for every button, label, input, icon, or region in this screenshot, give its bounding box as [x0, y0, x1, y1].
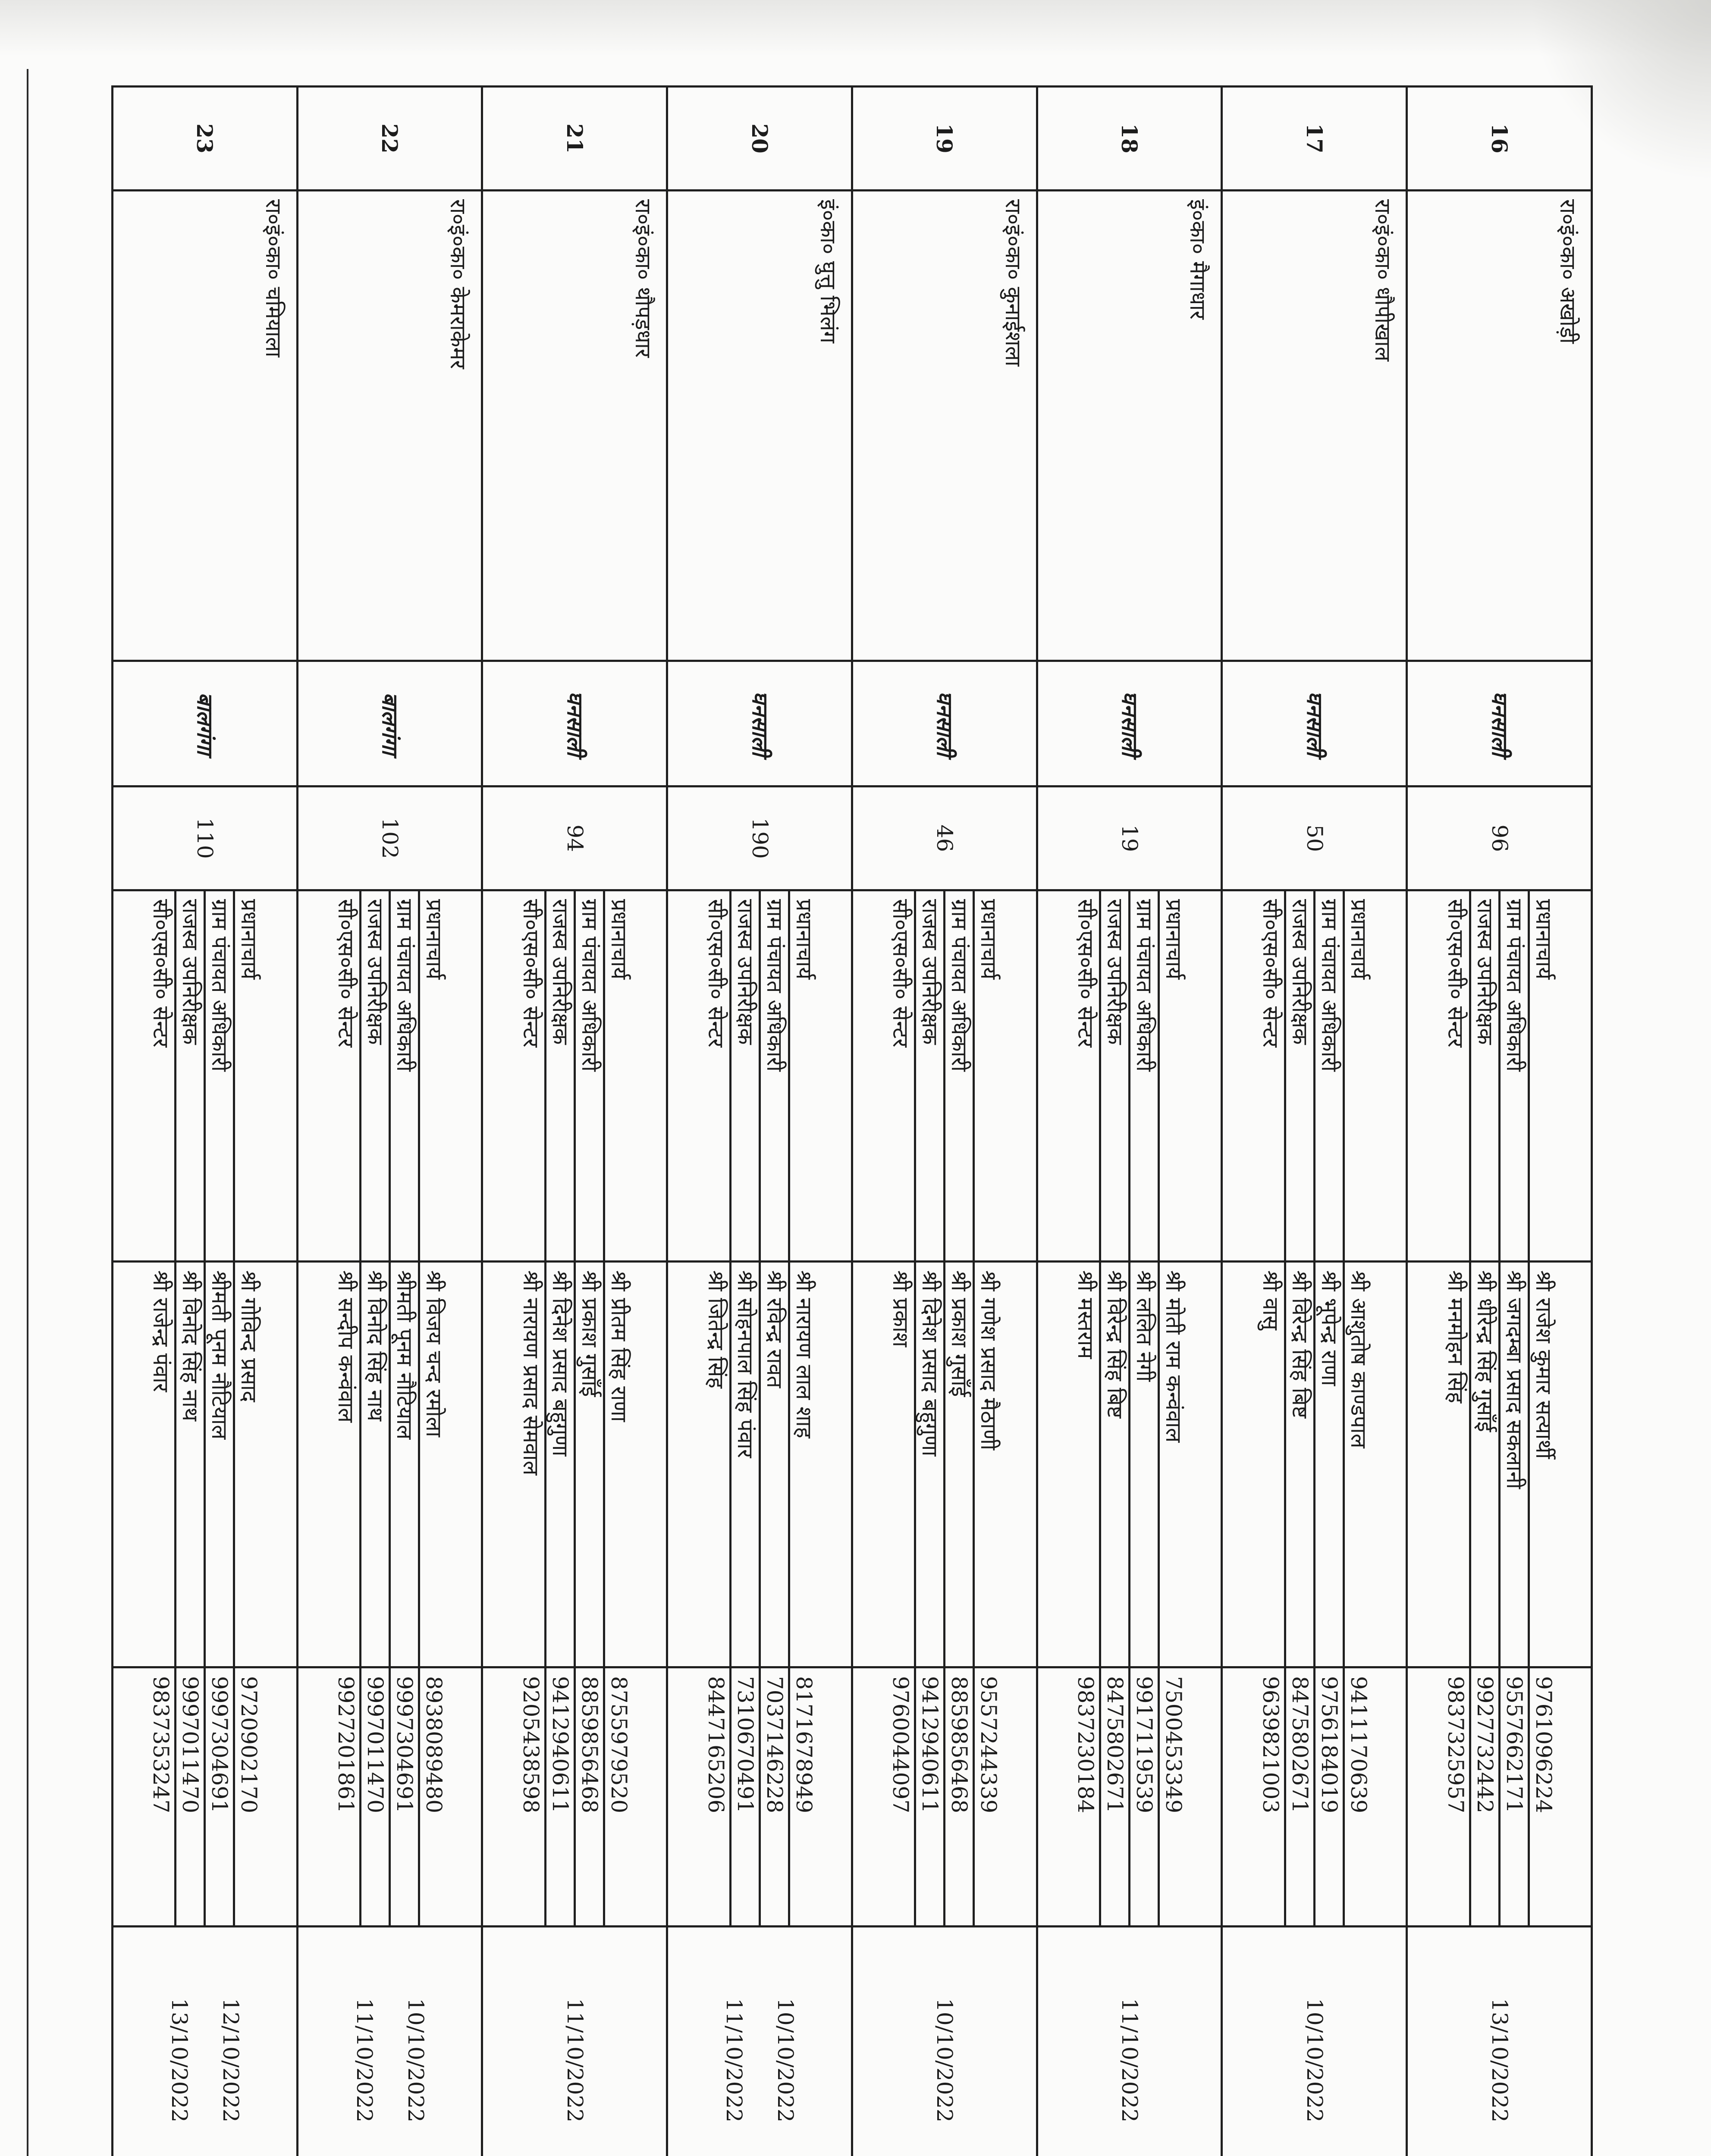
designation: प्रधानाचार्य [418, 891, 447, 1260]
designation: राजस्व उपनिरीक्षक [544, 891, 574, 1260]
designation: ग्राम पंचायत अधिकारी [943, 891, 973, 1260]
official-name: श्रीमती पूनम नौटियाल [389, 1263, 418, 1666]
designation: राजस्व उपनिरीक्षक [914, 891, 943, 1260]
designation-cell [1037, 890, 1222, 1262]
official-name-cell [852, 1262, 1037, 1667]
official-name-cell [1407, 1262, 1592, 1667]
block-name: घनसाली [667, 661, 852, 787]
block-name: घनसाली [1407, 661, 1592, 787]
official-name: श्री जितेन्द्र सिंह [703, 1270, 728, 1388]
phone-number: 8938089480 [418, 1668, 447, 1925]
designation-cell [297, 890, 482, 1262]
official-name: श्री वासु [1258, 1270, 1283, 1330]
official-name: श्री प्रीतम सिंह राणा [603, 1263, 632, 1666]
official-name: श्री मस्तराम [1073, 1270, 1099, 1359]
official-name: श्री दिनेश प्रसाद बहुगुणा [544, 1263, 574, 1666]
page-left-edge [27, 69, 28, 2156]
date: 11/10/2022 [482, 1927, 667, 2156]
phone-number: 9837353247 [148, 1676, 174, 1814]
designation: सी०एस०सी० सेन्टर [1258, 899, 1283, 1047]
student-count: 110 [113, 787, 298, 890]
block-name: घनसाली [1222, 661, 1407, 787]
serial-number: 21 [482, 87, 667, 191]
page-top-shadow [0, 0, 1711, 56]
designation: प्रधानाचार्य [973, 891, 1002, 1260]
official-name: श्री गोविन्द प्रसाद [233, 1263, 262, 1666]
phone-number: 9412940611 [544, 1668, 574, 1925]
rotated-table-sheet [113, 85, 1593, 2123]
table-row [852, 87, 1037, 2156]
student-count: 50 [1222, 787, 1407, 890]
designation: ग्राम पंचायत अधिकारी [204, 891, 233, 1260]
designation: प्रधानाचार्य [1343, 891, 1372, 1260]
phone-number: 9756184019 [1313, 1668, 1343, 1925]
phone-cell [1037, 1667, 1222, 1927]
official-name: श्री प्रकाश [888, 1270, 914, 1348]
official-name-cell [482, 1262, 667, 1667]
official-name: श्री सन्दीप कन्वंवाल [333, 1270, 359, 1423]
phone-number: 8447165206 [703, 1676, 728, 1814]
block-name: बालगंगा [113, 661, 298, 787]
phone-number: 7037146228 [759, 1668, 788, 1925]
designation: सी०एस०सी० सेन्टर [518, 899, 543, 1047]
official-name: श्री मोती राम कन्वंवाल [1158, 1263, 1187, 1666]
phone-cell [297, 1667, 482, 1927]
official-name: श्री दिनेश प्रसाद बहुगुणा [914, 1263, 943, 1666]
serial-number: 20 [667, 87, 852, 191]
designation: राजस्व उपनिरीक्षक [174, 891, 204, 1260]
official-name: श्री प्रकाश गुसाँई [574, 1263, 603, 1666]
phone-number: 9411170639 [1343, 1668, 1372, 1925]
phone-number: 7500453349 [1158, 1668, 1187, 1925]
student-count: 94 [482, 787, 667, 890]
official-name-cell [1037, 1262, 1222, 1667]
designation: ग्राम पंचायत अधिकारी [389, 891, 418, 1260]
serial-number: 17 [1222, 87, 1407, 191]
block-name: बालगंगा [297, 661, 482, 787]
designation: प्रधानाचार्य [788, 891, 817, 1260]
date: 11/10/2022 [1037, 1927, 1222, 2156]
designation: सी०एस०सी० सेन्टर [148, 899, 174, 1047]
official-name: श्री रविन्द्र रावत [759, 1263, 788, 1666]
official-name: श्री विजय चन्द रमोला [418, 1263, 447, 1666]
official-name: श्रीमती पूनम नौटियाल [204, 1263, 233, 1666]
designation: सी०एस०सी० सेन्टर [703, 899, 728, 1047]
phone-number: 8859856468 [943, 1668, 973, 1925]
date-cell [113, 1927, 298, 2156]
phone-number: 9205438598 [518, 1676, 543, 1814]
official-name: श्री राजेश कुमार सत्यार्थी [1528, 1263, 1557, 1666]
table-row [1222, 87, 1407, 2156]
school-schedule-table [111, 85, 1593, 2156]
phone-number: 8475802671 [1284, 1668, 1313, 1925]
phone-number: 9997304691 [204, 1668, 233, 1925]
student-count: 46 [852, 787, 1037, 890]
official-name: श्री धीरेन्द्र सिंह गुसाँई [1469, 1263, 1498, 1666]
official-name: श्री नारायण प्रसाद सेमवाल [518, 1270, 543, 1476]
phone-number: 9557244339 [973, 1668, 1002, 1925]
serial-number: 23 [113, 87, 298, 191]
phone-number: 7310670491 [729, 1668, 759, 1925]
date: 10/10/2022 [403, 1998, 428, 2123]
school-name: रा०इं०का० थौपड़धार [482, 191, 667, 661]
official-name: श्री नारायण लाल शाह [788, 1263, 817, 1666]
phone-number: 9720902170 [233, 1668, 262, 1925]
official-name: श्री प्रकाश गुसाँई [943, 1263, 973, 1666]
designation: ग्राम पंचायत अधिकारी [1498, 891, 1528, 1260]
date: 11/10/2022 [722, 1998, 747, 2123]
school-name: रा०इं०का० अखोड़ी [1407, 191, 1592, 661]
official-name: श्री गणेश प्रसाद मैठाणी [973, 1263, 1002, 1666]
phone-cell [1222, 1667, 1407, 1927]
official-name-cell [1222, 1262, 1407, 1667]
phone-number: 9997011470 [174, 1668, 204, 1925]
table-row [297, 87, 482, 2156]
designation: प्रधानाचार्य [1158, 891, 1187, 1260]
official-name: श्री भूपेन्द्र राणा [1313, 1263, 1343, 1666]
phone-cell [667, 1667, 852, 1927]
designation: सी०एस०सी० सेन्टर [1443, 899, 1468, 1047]
block-name: घनसाली [482, 661, 667, 787]
date: 12/10/2022 [218, 1998, 243, 2123]
phone-number: 8755979520 [603, 1668, 632, 1925]
table-row [482, 87, 667, 2156]
designation: राजस्व उपनिरीक्षक [1284, 891, 1313, 1260]
phone-number: 9837325957 [1443, 1676, 1468, 1814]
phone-number: 8859856468 [574, 1668, 603, 1925]
school-name: इं०का० मैगाधार [1037, 191, 1222, 661]
designation-cell [113, 890, 298, 1262]
date: 11/10/2022 [352, 1998, 377, 2123]
official-name: श्री सोहनपाल सिंह पंवार [729, 1263, 759, 1666]
school-name: इं०का० घुत्तु भिलंग [667, 191, 852, 661]
designation: राजस्व उपनिरीक्षक [729, 891, 759, 1260]
official-name: श्री विनोद सिंह नाथ [174, 1263, 204, 1666]
serial-number: 19 [852, 87, 1037, 191]
designation-cell [482, 890, 667, 1262]
phone-cell [113, 1667, 298, 1927]
designation: राजस्व उपनिरीक्षक [1469, 891, 1498, 1260]
designation: प्रधानाचार्य [1528, 891, 1557, 1260]
phone-number: 9997304691 [389, 1668, 418, 1925]
serial-number: 22 [297, 87, 482, 191]
phone-number: 9997011470 [359, 1668, 389, 1925]
date-cell [667, 1927, 852, 2156]
school-name: रा०इं०का० धौपीखाल [1222, 191, 1407, 661]
designation: राजस्व उपनिरीक्षक [359, 891, 389, 1260]
designation: प्रधानाचार्य [603, 891, 632, 1260]
table-row [113, 87, 298, 2156]
designation: ग्राम पंचायत अधिकारी [574, 891, 603, 1260]
date-cell [297, 1927, 482, 2156]
table-row [1037, 87, 1222, 2156]
official-name: श्री विनोद सिंह नाथ [359, 1263, 389, 1666]
block-name: घनसाली [1037, 661, 1222, 787]
official-name: श्री आशुतोष काण्डपाल [1343, 1263, 1372, 1666]
designation: प्रधानाचार्य [233, 891, 262, 1260]
block-name: घनसाली [852, 661, 1037, 787]
school-name: रा०इं०का० केमराकेमर [297, 191, 482, 661]
phone-number: 8475802671 [1099, 1668, 1128, 1925]
serial-number: 18 [1037, 87, 1222, 191]
phone-number: 9761096224 [1528, 1668, 1557, 1925]
phone-number: 9412940611 [914, 1668, 943, 1925]
phone-number: 9760044097 [888, 1676, 914, 1814]
designation: ग्राम पंचायत अधिकारी [759, 891, 788, 1260]
designation: राजस्व उपनिरीक्षक [1099, 891, 1128, 1260]
table-row [1407, 87, 1592, 2156]
designation: ग्राम पंचायत अधिकारी [1128, 891, 1158, 1260]
phone-number: 9927732442 [1469, 1668, 1498, 1925]
phone-number: 9557662171 [1498, 1668, 1528, 1925]
designation: सी०एस०सी० सेन्टर [1073, 899, 1099, 1047]
official-name: श्री ललित नेगी [1128, 1263, 1158, 1666]
official-name: श्री जगदम्बा प्रसाद सकलानी [1498, 1263, 1528, 1666]
phone-number: 9639821003 [1258, 1676, 1283, 1814]
student-count: 190 [667, 787, 852, 890]
official-name: श्री विरेन्द्र सिंह बिष्ट [1284, 1263, 1313, 1666]
date: 10/10/2022 [773, 1998, 798, 2123]
official-name-cell [297, 1262, 482, 1667]
official-name: श्री विरेन्द्र सिंह बिष्ट [1099, 1263, 1128, 1666]
date: 13/10/2022 [166, 1998, 192, 2123]
school-name: रा०इं०का० कुनाईशला [852, 191, 1037, 661]
designation: ग्राम पंचायत अधिकारी [1313, 891, 1343, 1260]
date: 10/10/2022 [852, 1927, 1037, 2156]
phone-number: 9837230184 [1073, 1676, 1099, 1814]
official-name: श्री राजेन्द्र पंवार [148, 1270, 174, 1392]
official-name: श्री मनमोहन सिंह [1443, 1270, 1468, 1404]
phone-cell [1407, 1667, 1592, 1927]
designation-cell [1222, 890, 1407, 1262]
student-count: 102 [297, 787, 482, 890]
student-count: 19 [1037, 787, 1222, 890]
official-name-cell [113, 1262, 298, 1667]
phone-number: 9917119539 [1128, 1668, 1158, 1925]
designation-cell [852, 890, 1037, 1262]
date: 13/10/2022 [1407, 1927, 1592, 2156]
phone-number: 8171678949 [788, 1668, 817, 1925]
phone-cell [482, 1667, 667, 1927]
date: 10/10/2022 [1222, 1927, 1407, 2156]
table-row [667, 87, 852, 2156]
phone-number: 9927201861 [333, 1676, 359, 1814]
student-count: 96 [1407, 787, 1592, 890]
designation-cell [1407, 890, 1592, 1262]
school-name: रा०इं०का० चमियाला [113, 191, 298, 661]
designation: सी०एस०सी० सेन्टर [888, 899, 914, 1047]
serial-number: 16 [1407, 87, 1592, 191]
designation-cell [667, 890, 852, 1262]
designation: सी०एस०सी० सेन्टर [333, 899, 359, 1047]
phone-cell [852, 1667, 1037, 1927]
official-name-cell [667, 1262, 852, 1667]
